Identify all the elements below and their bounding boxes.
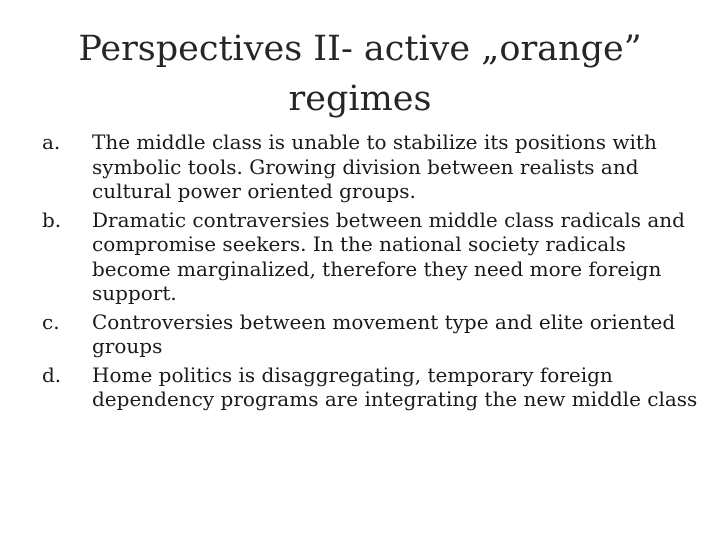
list-marker-d: d. xyxy=(42,362,62,387)
list-marker-c: c. xyxy=(42,309,60,334)
list-text-c: Controversies between movement type and elite oriented groups xyxy=(92,309,676,358)
list-text-b: Dramatic contraversies between middle class radicals and compromise seekers. In the national society radicals become marginalized, therefore they need more foreign support. xyxy=(92,207,685,305)
list-item-c xyxy=(30,310,700,359)
perspective-list xyxy=(30,130,700,416)
list-marker-b: b. xyxy=(42,207,62,232)
list-item-d xyxy=(30,363,700,412)
list-item-b xyxy=(30,208,700,306)
list-text-a: The middle class is unable to stabilize its positions with symbolic tools. Growing division between realists and cultural power oriented groups. xyxy=(92,130,657,203)
list-text-d: Home politics is disaggregating, temporary foreign dependency programs are integrating the new middle class xyxy=(92,362,698,411)
list-marker-a: a. xyxy=(42,130,61,154)
slide-title xyxy=(60,24,660,124)
slide-title-line-2: regimes xyxy=(288,79,432,119)
list-item-a xyxy=(30,130,700,204)
slide-title-line-1: Perspectives II- active „orange” xyxy=(78,29,642,69)
